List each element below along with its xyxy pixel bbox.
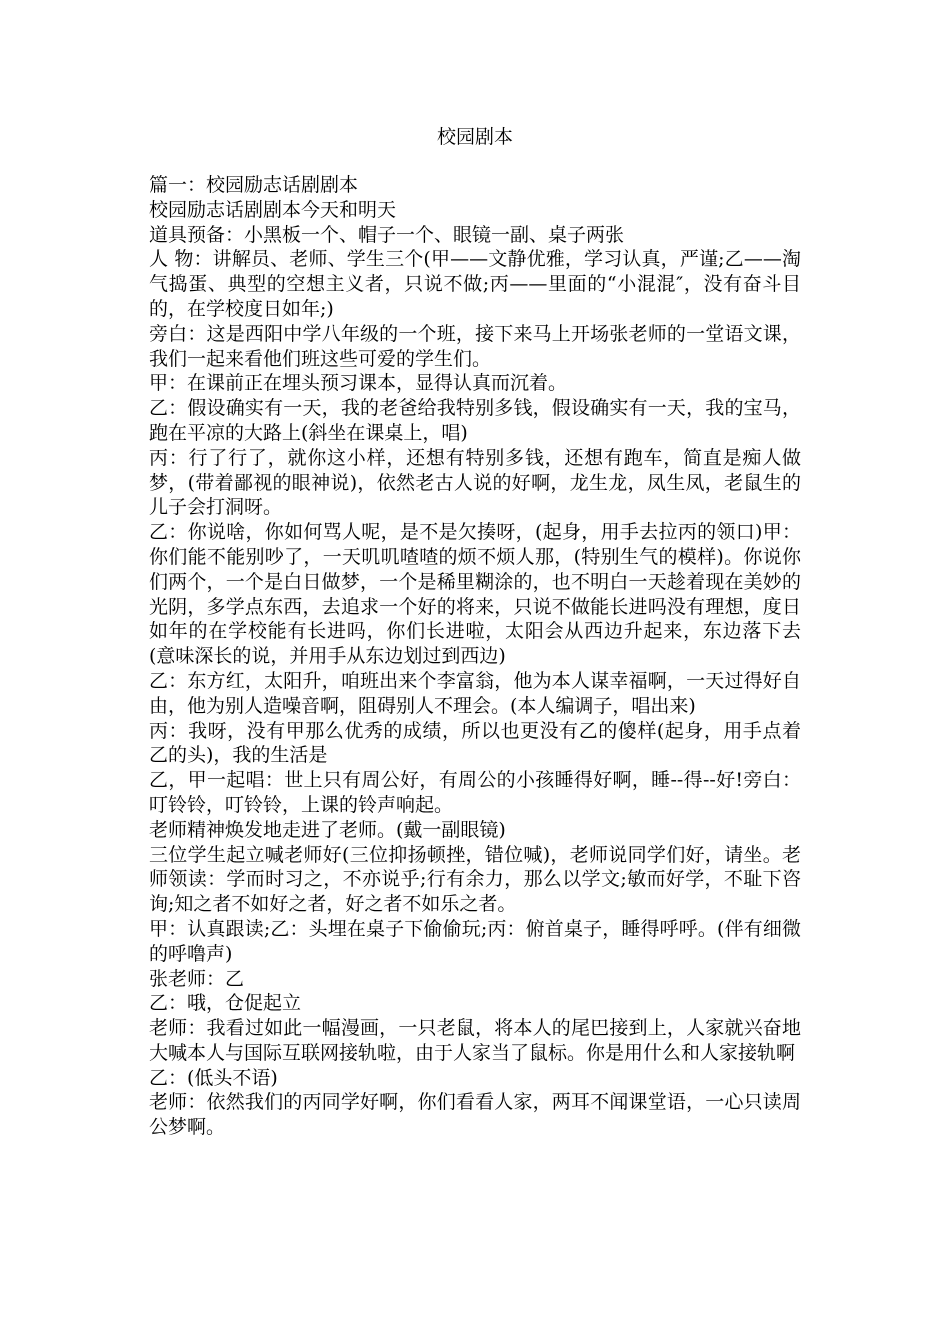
document-title: 校园剧本: [436, 126, 513, 148]
paragraph: 乙，甲一起唱：世上只有周公好，有周公的小孩睡得好啊，睡--得--好!旁白：叮铃铃，叮铃铃，上课的铃声响起。: [149, 769, 801, 816]
paragraph: 篇一：校园励志话剧剧本: [149, 174, 359, 196]
paragraph: 旁白：这是西阳中学八年级的一个班，接下来马上开场张老师的一堂语文课，我们一起来看他们班这些可爱的学生们。: [149, 322, 801, 370]
paragraph: 人 物：讲解员、老师、学生三个(甲——文静优雅，学习认真，严谨;乙——淘气捣蛋、典型的空想主义者，只说不做;丙——里面的“小混混″，没有奋斗目的，在学校度日如年;): [149, 248, 801, 320]
document-body: [149, 173, 801, 1140]
paragraph: 乙：东方红，太阳升，咱班出来个李富翁，他为本人谋幸福啊，一天过得好自由，他为别人造噪音啊，阻碍别人不理会。(本人编调子，唱出来): [149, 669, 801, 717]
paragraph: 老师精神焕发地走进了老师。(戴一副眼镜): [149, 818, 506, 841]
paragraph: 老师：依然我们的丙同学好啊，你们看看人家，两耳不闻课堂语，一心只读周公梦啊。: [149, 1091, 801, 1139]
paragraph: 张老师：乙: [149, 967, 245, 990]
paragraph: 老师：我看过如此一幅漫画，一只老鼠，将本人的尾巴接到上，人家就兴奋地大喊本人与国际互联网接轨啦，由于人家当了鼠标。你是用什么和人家接轨啊: [149, 1017, 801, 1064]
paragraph: 校园励志话剧剧本今天和明天: [149, 198, 397, 221]
paragraph: 丙：我呀，没有甲那么优秀的成绩，所以也更没有乙的傻样(起身，用手点着乙的头)，我的生活是: [149, 719, 801, 767]
paragraph: 乙：假设确实有一天，我的老爸给我特别多钱，假设确实有一天，我的宝马，跑在平凉的大路上(斜坐在课桌上，唱): [149, 397, 801, 444]
paragraph: 道具预备：小黑板一个、帽子一个、眼镜一副、桌子两张: [149, 223, 625, 246]
paragraph: 乙：(低头不语): [149, 1066, 278, 1089]
paragraph: 三位学生起立喊老师好(三位抑扬顿挫，错位喊)，老师说同学们好，请坐。老师领读：学而时习之，不亦说乎;行有余力，那么以学文;敏而好学，不耻下咨询;知之者不如好之者，好之者不如乐之者。: [149, 843, 801, 916]
paragraph: 乙：哦，仓促起立: [149, 992, 302, 1015]
paragraph: 丙：行了行了，就你这小样，还想有特别多钱，还想有跑车，简直是痴人做梦，(带着鄙视的眼神说)，依然老古人说的好啊，龙生龙，凤生凤，老鼠生的儿子会打洞呀。: [149, 446, 801, 519]
paragraph: 甲：在课前正在埋头预习课本，显得认真而沉着。: [149, 372, 568, 395]
paragraph: 甲：认真跟读;乙：头埋在桌子下偷偷玩;丙：俯首桌子，睡得呼呼。(伴有细微的呼噜声): [149, 917, 801, 965]
paragraph: 乙：你说啥，你如何骂人呢，是不是欠揍呀，(起身，用手去拉丙的领口)甲：你们能不能别吵了，一天叽叽喳喳的烦不烦人那，(特别生气的模样)。你说你们两个，一个是白日做梦，一个是稀里糊涂的，也不明白一天趁着现在美妙的光阴，多学点东西，去追求一个好的将来，只说不做能长进吗没有理想，度日如年的在学校能有长进吗，你们长进啦，太阳会从西边升起来，东边落下去(意味深长的说，并用手从东边划过到西边): [149, 521, 801, 668]
